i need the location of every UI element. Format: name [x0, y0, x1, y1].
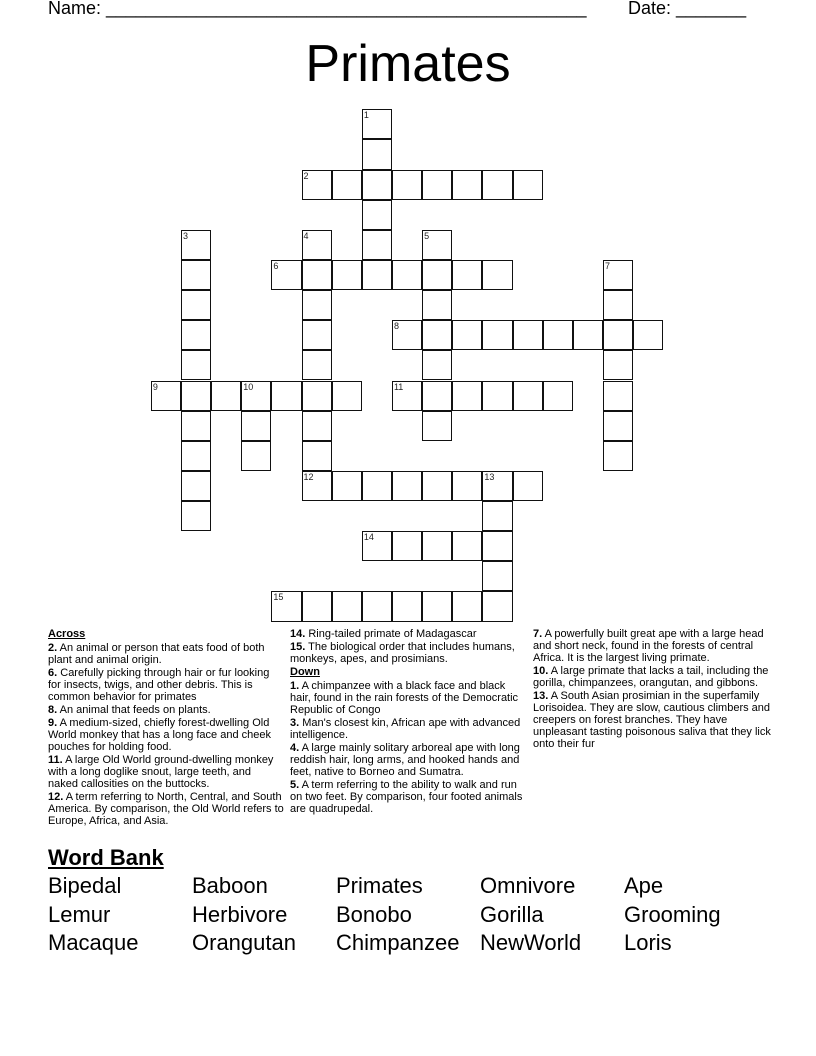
crossword-cell[interactable]: [482, 170, 512, 200]
clue-across-15: 15. The biological order that includes humans, monkeys, apes, and prosimians.: [290, 641, 515, 665]
clue-down-5: 5. A term referring to the ability to walk and run on two feet. By comparison, four footed animals are quadrupedal.: [290, 779, 523, 815]
crossword-cell[interactable]: [271, 260, 301, 290]
crossword-cell[interactable]: [241, 441, 271, 471]
crossword-cell[interactable]: [452, 471, 482, 501]
crossword-cell[interactable]: [422, 260, 452, 290]
clue-number: 14: [363, 532, 374, 543]
crossword-cell[interactable]: [181, 320, 211, 350]
clue-number: 1: [363, 110, 369, 121]
crossword-cell[interactable]: [181, 350, 211, 380]
clue-down-1: 1. A chimpanzee with a black face and black hair, found in the rain forests of the Democratic Republic of Congo: [290, 680, 519, 716]
word-bank-item: Loris: [624, 930, 672, 955]
crossword-cell[interactable]: [241, 411, 271, 441]
word-bank-title: Word Bank: [48, 845, 164, 870]
across-heading: Across: [48, 628, 86, 640]
crossword-cell[interactable]: [392, 320, 422, 350]
crossword-cell[interactable]: [452, 260, 482, 290]
clue-number: 4: [303, 230, 309, 241]
word-bank-item: Primates: [336, 873, 423, 898]
crossword-cell[interactable]: [452, 531, 482, 561]
crossword-cell[interactable]: [332, 471, 362, 501]
clues-column-2: [290, 628, 526, 816]
crossword-cell[interactable]: [603, 441, 633, 471]
word-bank-item: Omnivore: [480, 873, 576, 898]
crossword-cell[interactable]: [302, 381, 332, 411]
crossword-cell[interactable]: [271, 381, 301, 411]
crossword-cell[interactable]: [392, 591, 422, 621]
crossword-cell[interactable]: [362, 200, 392, 230]
word-bank-item: Ape: [624, 873, 664, 898]
crossword-cell[interactable]: [181, 381, 211, 411]
clue-across-8: 8. An animal that feeds on plants.: [48, 704, 211, 716]
crossword-cell[interactable]: [603, 290, 633, 320]
crossword-cell[interactable]: [392, 531, 422, 561]
crossword-cell[interactable]: [302, 260, 332, 290]
crossword-cell[interactable]: [332, 260, 362, 290]
crossword-cell[interactable]: [452, 591, 482, 621]
crossword-cell[interactable]: [181, 290, 211, 320]
crossword-cell[interactable]: [482, 591, 512, 621]
crossword-cell[interactable]: [513, 170, 543, 200]
clue-across-11: 11. A large Old World ground-dwelling monkey with a long doglike snout, large teeth, and naked callosities on the buttocks.: [48, 754, 274, 790]
word-bank-item: Baboon: [192, 873, 268, 898]
clue-down-13: 13. A South Asian prosimian in the superfamily Lorisoidea. They are slow, cautious climbers and creepers on forest branches. They have unpleasant tasting poisonous saliva that they lick onto their fur: [533, 690, 771, 750]
crossword-cell[interactable]: [482, 260, 512, 290]
clue-across-2: 2. An animal or person that eats food of both plant and animal origin.: [48, 642, 265, 666]
crossword-cell[interactable]: [452, 381, 482, 411]
crossword-cell[interactable]: [422, 531, 452, 561]
crossword-cell[interactable]: [392, 381, 422, 411]
clue-across-14: 14. Ring-tailed primate of Madagascar: [290, 628, 477, 640]
crossword-cell[interactable]: [392, 260, 422, 290]
crossword-cell[interactable]: [422, 320, 452, 350]
clue-number: 15: [273, 592, 284, 603]
crossword-cell[interactable]: [151, 381, 181, 411]
page-title: Primates: [305, 35, 511, 93]
crossword-cell[interactable]: [482, 531, 512, 561]
crossword-cell[interactable]: [332, 381, 362, 411]
crossword-cell[interactable]: [513, 471, 543, 501]
crossword-cell[interactable]: [271, 591, 301, 621]
crossword-cell[interactable]: [362, 230, 392, 260]
crossword-cell[interactable]: [603, 350, 633, 380]
clues-column-1: [48, 628, 284, 828]
down-heading: Down: [290, 666, 320, 678]
crossword-cell[interactable]: [302, 441, 332, 471]
crossword-cell[interactable]: [603, 411, 633, 441]
crossword-cell[interactable]: [332, 591, 362, 621]
name-field-label: Name: ________________________________________________: [48, 0, 587, 18]
crossword-cell[interactable]: [181, 501, 211, 531]
crossword-cell[interactable]: [513, 320, 543, 350]
clue-number: 7: [604, 260, 610, 271]
crossword-cell[interactable]: [362, 260, 392, 290]
crossword-cell[interactable]: [422, 290, 452, 320]
clue-number: 11: [393, 381, 404, 392]
clue-number: 10: [243, 381, 254, 392]
clue-number: 2: [303, 170, 309, 181]
crossword-cell[interactable]: [302, 591, 332, 621]
crossword-cell[interactable]: [362, 591, 392, 621]
clue-number: 9: [152, 381, 158, 392]
crossword-cell[interactable]: [181, 441, 211, 471]
clue-number: 8: [393, 321, 399, 332]
word-bank-item: NewWorld: [480, 930, 582, 955]
crossword-cell[interactable]: [362, 531, 392, 561]
crossword-cell[interactable]: [362, 139, 392, 169]
crossword-cell[interactable]: [181, 230, 211, 260]
crossword-cell[interactable]: [302, 290, 332, 320]
clue-down-7: 7. A powerfully built great ape with a large head and short neck, found in the forests of central Africa. It is the largest living primate.: [533, 628, 764, 664]
crossword-cell[interactable]: [241, 381, 271, 411]
clue-number: 12: [303, 471, 314, 482]
crossword-cell[interactable]: [362, 170, 392, 200]
crossword-cell[interactable]: [603, 320, 633, 350]
clue-number: 3: [182, 230, 188, 241]
crossword-cell[interactable]: [422, 170, 452, 200]
clue-number: 13: [484, 471, 495, 482]
crossword-cell[interactable]: [452, 320, 482, 350]
crossword-cell[interactable]: [482, 501, 512, 531]
crossword-cell[interactable]: [362, 471, 392, 501]
crossword-cell[interactable]: [302, 170, 332, 200]
crossword-cell[interactable]: [422, 381, 452, 411]
crossword-cell[interactable]: [482, 320, 512, 350]
crossword-cell[interactable]: [181, 471, 211, 501]
crossword-cell[interactable]: [211, 381, 241, 411]
clue-across-6: 6. Carefully picking through hair or fur looking for insects, twigs, and other debris. This is common behavior for primates: [48, 667, 270, 703]
crossword-cell[interactable]: [452, 170, 482, 200]
crossword-cell[interactable]: [302, 471, 332, 501]
crossword-cell[interactable]: [422, 471, 452, 501]
crossword-cell[interactable]: [302, 411, 332, 441]
crossword-cell[interactable]: [422, 350, 452, 380]
clue-number: 6: [273, 260, 279, 271]
crossword-cell[interactable]: [302, 230, 332, 260]
crossword-cell[interactable]: [633, 320, 663, 350]
word-bank-item: Lemur: [48, 902, 111, 927]
clue-number: 5: [424, 230, 430, 241]
word-bank-item: Gorilla: [480, 902, 544, 927]
crossword-cell[interactable]: [302, 350, 332, 380]
word-bank-item: Chimpanzee: [336, 930, 460, 955]
date-field-label: Date: _______: [628, 0, 747, 18]
clue-across-12: 12. A term referring to North, Central, and South America. By comparison, the Old World refers to Europe, Africa, and Asia.: [48, 791, 284, 827]
word-bank-item: Bonobo: [336, 902, 412, 927]
clue-across-9: 9. A medium-sized, chiefly forest-dwelling Old World monkey that has a long face and cheek pouches for holding food.: [48, 717, 271, 753]
clue-down-3: 3. Man's closest kin, African ape with advanced intelligence.: [290, 717, 521, 741]
crossword-cell[interactable]: [603, 260, 633, 290]
crossword-cell[interactable]: [482, 561, 512, 591]
word-bank-item: Grooming: [624, 902, 721, 927]
crossword-cell[interactable]: [392, 471, 422, 501]
crossword-cell[interactable]: [482, 381, 512, 411]
crossword-cell[interactable]: [302, 320, 332, 350]
word-bank-item: Herbivore: [192, 902, 288, 927]
crossword-cell[interactable]: [362, 109, 392, 139]
crossword-cell[interactable]: [573, 320, 603, 350]
clue-down-10: 10. A large primate that lacks a tail, including the gorilla, chimpanzees, orangutan, and gibbons.: [533, 665, 769, 689]
crossword-cell[interactable]: [543, 320, 573, 350]
crossword-cell[interactable]: [392, 170, 422, 200]
crossword-cell[interactable]: [543, 381, 573, 411]
crossword-cell[interactable]: [482, 471, 512, 501]
word-bank-item: Bipedal: [48, 873, 122, 898]
crossword-cell[interactable]: [332, 170, 362, 200]
word-bank-item: Macaque: [48, 930, 139, 955]
clue-down-4: 4. A large mainly solitary arboreal ape with long reddish hair, long arms, and hooked hands and feet, native to Borneo and Sumatra.: [290, 742, 520, 778]
crossword-cell[interactable]: [181, 411, 211, 441]
crossword-cell[interactable]: [181, 260, 211, 290]
crossword-cell[interactable]: [422, 411, 452, 441]
crossword-cell[interactable]: [422, 591, 452, 621]
crossword-cell[interactable]: [603, 381, 633, 411]
clues-column-3: [533, 628, 773, 751]
crossword-cell[interactable]: [422, 230, 452, 260]
word-bank-item: Orangutan: [192, 930, 296, 955]
crossword-cell[interactable]: [513, 381, 543, 411]
